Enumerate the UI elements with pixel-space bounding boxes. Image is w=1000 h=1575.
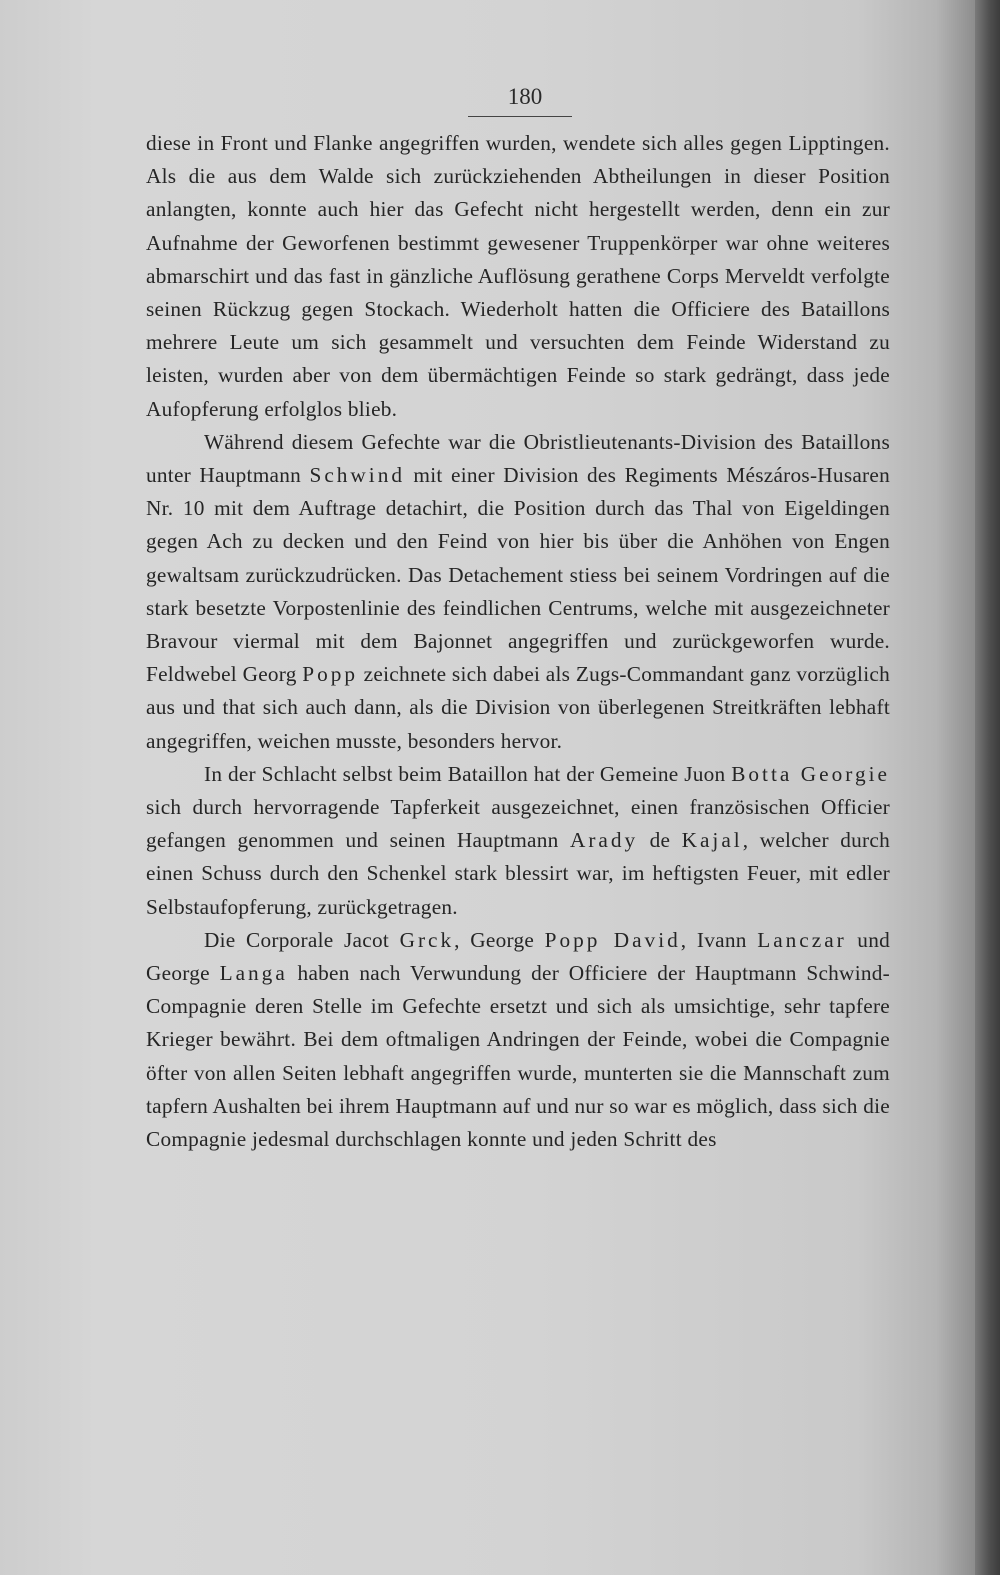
text-run: sich durch hervorragende Tapferkeit ausgezeichnet, einen französischen Officier gefangen genommen und seinen Hauptmann bbox=[146, 795, 890, 853]
text-run: diese in Front und Flanke angegriffen wurden, wendete sich alles gegen Lipptingen. Als die aus dem Walde sich zurückziehenden Abtheilungen in dieser Position anlangten, konnte auch hier das Gefecht nicht hergestellt werden, denn ein zur Aufnahme der Geworfenen bestimmt gewesener Truppenkörper war ohne weiteres abmarschirt und das fast in gänzliche Auflösung gerathene Corps Merveldt verfolgte seinen Rückzug gegen Stockach. Wiederholt hatten die Officiere des Bataillons mehrere Leute um sich gesammelt und versuchten dem Feinde Widerstand zu leisten, wurden aber von dem übermächtigen Feinde so stark gedrängt, dass jede Aufopferung erfolglos blieb. bbox=[146, 131, 890, 421]
paragraph bbox=[146, 426, 890, 758]
spaced-name: Lanczar bbox=[757, 927, 847, 952]
text-run: In der Schlacht selbst beim Bataillon hat der Gemeine Juon bbox=[204, 761, 732, 786]
page-number: 180 bbox=[507, 84, 543, 109]
text-run: de bbox=[638, 828, 682, 853]
text-run: , George bbox=[454, 927, 545, 952]
text-run: Die Corporale Jacot bbox=[204, 927, 400, 952]
paragraph bbox=[146, 127, 890, 426]
spaced-name: Botta Georgie bbox=[731, 761, 891, 786]
spaced-name: Arady bbox=[569, 828, 639, 853]
book-edge-shadow bbox=[975, 0, 1000, 1575]
text-run: zeichnete sich dabei als Zugs-Commandant ganz vorzüglich aus und that sich auch dann, als die Division von überlegenen Streitkräften lebhaft angegriffen, weichen musste, besonders hervor. bbox=[146, 662, 890, 753]
text-run: mit einer Division des Regiments Mészáros-Husaren Nr. 10 mit dem Auftrage detachirt, die Position durch das Thal von Eigeldingen gegen Ach zu decken und den Feind von hier bis über die Anhöhen von Engen gewaltsam zurückzudrücken. Das Detachement stiess bei seinem Vordringen auf die stark besetzte Vorpostenlinie des feindlichen Centrums, welche mit ausgezeichneter Bravour viermal mit dem Bajonnet angegriffen und zurückgeworfen wurde. Feldwebel Georg bbox=[146, 463, 890, 687]
page-number-rule bbox=[468, 116, 572, 117]
spaced-name: Schwind bbox=[309, 463, 406, 488]
spaced-name: Popp David bbox=[544, 927, 681, 952]
paragraph bbox=[146, 758, 890, 924]
spaced-name: Kajal bbox=[681, 828, 743, 853]
body-text bbox=[146, 127, 890, 1156]
spaced-name: Popp bbox=[302, 662, 359, 687]
text-run: und George bbox=[146, 927, 890, 986]
paragraph bbox=[146, 924, 890, 1156]
text-run: , Ivann bbox=[680, 927, 758, 952]
spaced-name: Langa bbox=[219, 961, 288, 986]
spaced-name: Grck bbox=[399, 927, 455, 952]
text-run: haben nach Verwundung der Officiere der Hauptmann Schwind-Compagnie deren Stelle im Gefechte ersetzt und sich als umsichtige, sehr tapfere Krieger bewährt. Bei dem oftmaligen Andringen der Feinde, wobei die Compagnie öfter von allen Seiten lebhaft angegriffen wurde, munterten sie die Mannschaft zum tapfern Aushalten bei ihrem Hauptmann auf und nur so war es möglich, dass sich die Compagnie jedesmal durchschlagen konnte und jeden Schritt des bbox=[146, 961, 890, 1152]
text-run: , welcher durch einen Schuss durch den Schenkel stark blessirt war, im heftigsten Feuer, mit edler Selbstaufopferung, zurückgetragen. bbox=[146, 828, 890, 919]
text-run: Während diesem Gefechte war die Obristlieutenants-Division des Bataillons unter Hauptmann bbox=[146, 429, 890, 488]
